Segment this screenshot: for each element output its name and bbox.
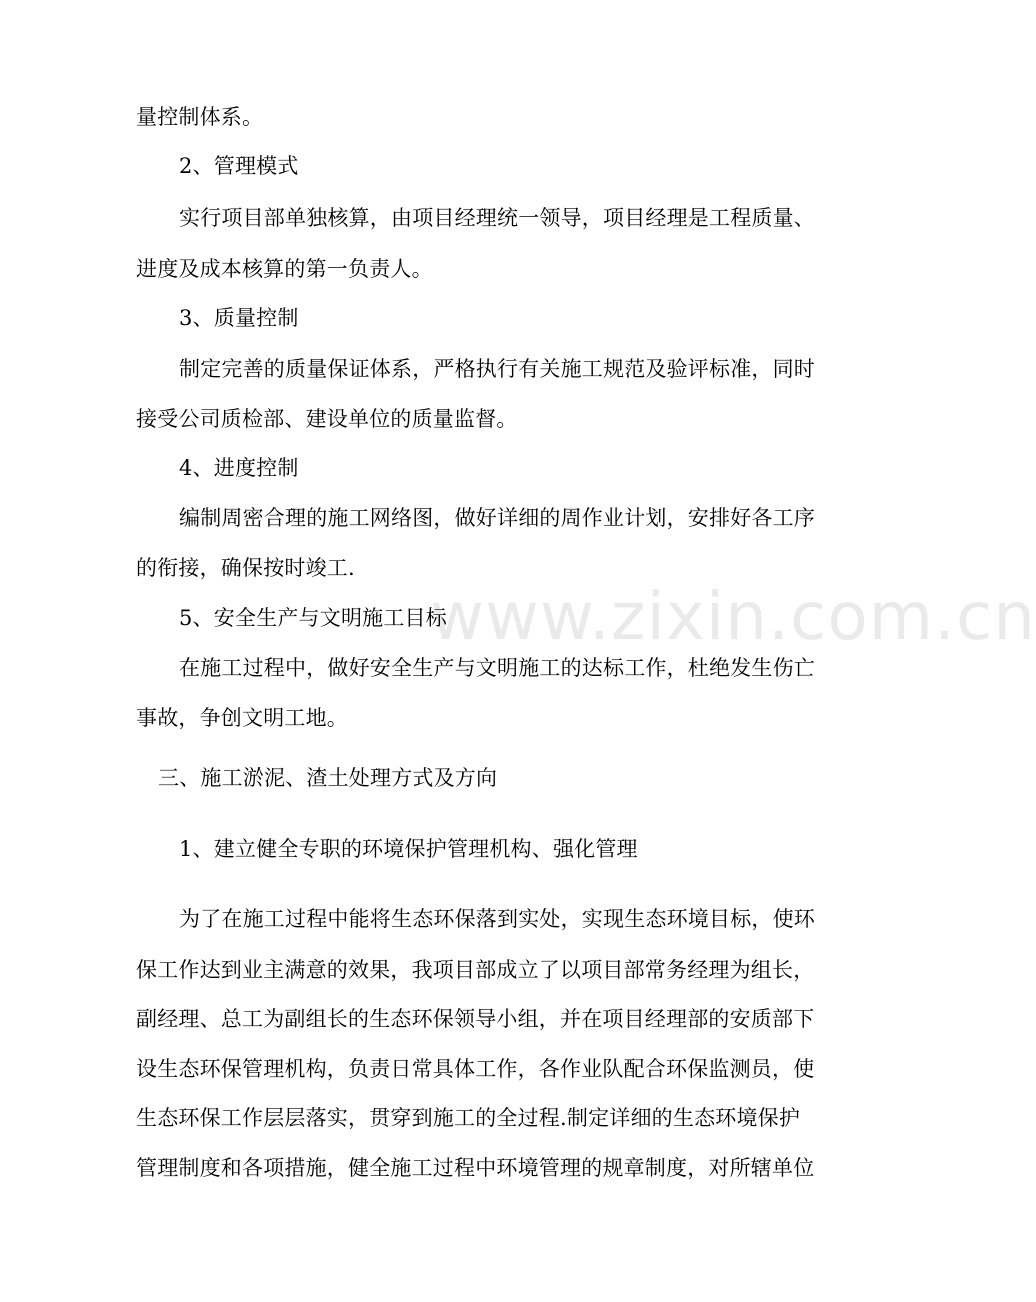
paragraph-line: 生态环保工作层层落实，贯穿到施工的全过程.制定详细的生态环境保护	[136, 1106, 801, 1130]
chapter-heading: 三、施工淤泥、渣土处理方式及方向	[158, 766, 498, 790]
paragraph-line: 制定完善的质量保证体系，严格执行有关施工规范及验评标准，同时	[179, 357, 815, 381]
paragraph-line: 保工作达到业主满意的效果，我项目部成立了以项目部常务经理为组长，	[136, 958, 815, 982]
section-heading: 2、管理模式	[179, 154, 299, 178]
paragraph-line: 管理制度和各项措施，健全施工过程中环境管理的规章制度，对所辖单位	[136, 1156, 815, 1180]
paragraph-line: 量控制体系。	[136, 105, 264, 129]
paragraph-line: 事故，争创文明工地。	[136, 706, 348, 730]
paragraph-line: 设生态环保管理机构，负责日常具体工作，各作业队配合环保监测员，使	[136, 1057, 815, 1081]
paragraph-line: 接受公司质检部、建设单位的质量监督。	[136, 407, 518, 431]
watermark: www.zixin.com.cn	[430, 578, 1036, 655]
section-heading: 5、安全生产与文明施工目标	[179, 606, 447, 630]
paragraph-line: 副经理、总工为副组长的生态环保领导小组，并在项目经理部的安质部下	[136, 1007, 815, 1031]
paragraph-line: 编制周密合理的施工网络图，做好详细的周作业计划，安排好各工序	[179, 506, 815, 530]
section-heading: 3、质量控制	[179, 306, 299, 330]
paragraph-line: 为了在施工过程中能将生态环保落到实处，实现生态环境目标，使环	[179, 907, 815, 931]
paragraph-line: 进度及成本核算的第一负责人。	[136, 257, 433, 281]
paragraph-line: 实行项目部单独核算，由项目经理统一领导，项目经理是工程质量、	[179, 206, 815, 230]
paragraph-line: 的衔接，确保按时竣工.	[136, 556, 355, 580]
section-heading: 4、进度控制	[179, 456, 299, 480]
paragraph-line: 在施工过程中，做好安全生产与文明施工的达标工作，杜绝发生伤亡	[179, 656, 815, 680]
section-heading: 1、建立健全专职的环境保护管理机构、强化管理	[179, 837, 638, 861]
